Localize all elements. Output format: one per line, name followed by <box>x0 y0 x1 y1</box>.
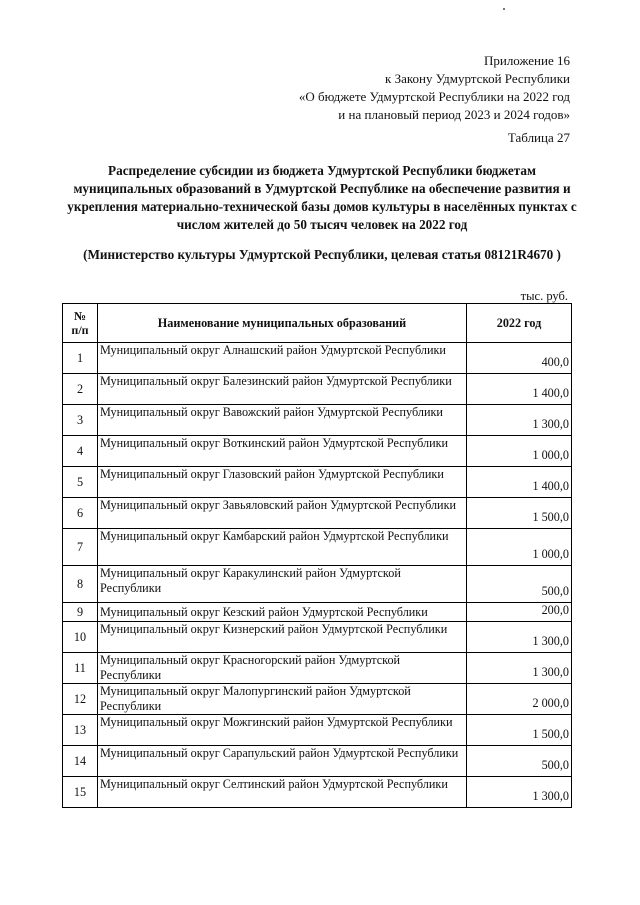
row-value: 1 400,0 <box>467 467 572 498</box>
table-row <box>63 622 572 653</box>
row-name: Муниципальный округ Красногорский район Удмуртской Республики <box>98 653 467 684</box>
table-row <box>63 374 572 405</box>
law-period: и на плановый период 2023 и 2024 годов» <box>338 107 570 122</box>
law-title: «О бюджете Удмуртской Республики на 2022 год <box>298 89 570 104</box>
appendix-number: Приложение 16 <box>483 53 570 68</box>
row-number: 9 <box>63 603 98 622</box>
row-value: 1 500,0 <box>467 715 572 746</box>
row-value: 1 300,0 <box>467 653 572 684</box>
header-name: Наименование муниципальных образований <box>98 304 467 343</box>
row-name: Муниципальный округ Воткинский район Удмуртской Республики <box>98 436 467 467</box>
row-name: Муниципальный округ Балезинский район Удмуртской Республики <box>98 374 467 405</box>
row-name: Муниципальный округ Каракулинский район Удмуртской Республики <box>98 566 467 603</box>
table-row <box>63 715 572 746</box>
row-name: Муниципальный округ Вавожский район Удмуртской Республики <box>98 405 467 436</box>
row-number: 10 <box>63 622 98 653</box>
row-number: 3 <box>63 405 98 436</box>
title-line: числом жителей до 50 тысяч человек на 2022 год <box>176 217 468 232</box>
table-row <box>63 343 572 374</box>
law-reference: к Закону Удмуртской Республики <box>385 71 570 86</box>
header-number-line1: № <box>73 309 87 323</box>
row-value: 500,0 <box>467 746 572 777</box>
row-number: 6 <box>63 498 98 529</box>
table-row <box>63 436 572 467</box>
row-name: Муниципальный округ Селтинский район Удмуртской Республики <box>98 777 467 808</box>
units-label: тыс. руб. <box>520 289 568 303</box>
row-name: Муниципальный округ Малопургинский район Удмуртской Республики <box>98 684 467 715</box>
header-value: 2022 год <box>467 304 572 343</box>
appendix-block <box>299 52 570 124</box>
scan-speck <box>503 8 505 10</box>
title-line: укрепления материально-технической базы домов культуры в населённых пунктах с <box>67 199 577 214</box>
row-value: 500,0 <box>467 566 572 603</box>
row-name: Муниципальный округ Завьяловский район Удмуртской Республики <box>98 498 467 529</box>
ministry-line: (Министерство культуры Удмуртской Республики, целевая статья 08121R4670 ) <box>83 247 561 262</box>
row-number: 1 <box>63 343 98 374</box>
row-name: Муниципальный округ Кизнерский район Удмуртской Республики <box>98 622 467 653</box>
row-number: 11 <box>63 653 98 684</box>
row-value: 1 300,0 <box>467 622 572 653</box>
table-number: Таблица 27 <box>507 130 570 145</box>
table-row <box>63 603 572 622</box>
row-number: 2 <box>63 374 98 405</box>
table-row <box>63 746 572 777</box>
row-value: 400,0 <box>467 343 572 374</box>
row-name: Муниципальный округ Глазовский район Удмуртской Республики <box>98 467 467 498</box>
title-line: муниципальных образований в Удмуртской Республике на обеспечение развития и <box>73 181 571 196</box>
header-number <box>63 304 98 343</box>
row-value: 200,0 <box>467 603 572 622</box>
table-row <box>63 684 572 715</box>
row-value: 1 300,0 <box>467 777 572 808</box>
row-value: 2 000,0 <box>467 684 572 715</box>
row-number: 15 <box>63 777 98 808</box>
row-value: 1 000,0 <box>467 529 572 566</box>
row-number: 7 <box>63 529 98 566</box>
table-row <box>63 467 572 498</box>
document-title <box>62 162 582 234</box>
title-line: Распределение субсидии из бюджета Удмуртской Республики бюджетам <box>108 163 536 178</box>
row-name: Муниципальный округ Камбарский район Удмуртской Республики <box>98 529 467 566</box>
row-value: 1 000,0 <box>467 436 572 467</box>
table-header-row <box>63 304 572 343</box>
row-number: 13 <box>63 715 98 746</box>
row-number: 8 <box>63 566 98 603</box>
row-value: 1 500,0 <box>467 498 572 529</box>
table-row <box>63 529 572 566</box>
subsidy-table <box>62 303 572 808</box>
row-name: Муниципальный округ Сарапульский район Удмуртской Республики <box>98 746 467 777</box>
table-row <box>63 777 572 808</box>
row-name: Муниципальный округ Кезский район Удмуртской Республики <box>98 603 467 622</box>
header-number-line2: п/п <box>71 323 89 337</box>
row-number: 4 <box>63 436 98 467</box>
table-row <box>63 405 572 436</box>
row-value: 1 300,0 <box>467 405 572 436</box>
row-name: Муниципальный округ Можгинский район Удмуртской Республики <box>98 715 467 746</box>
row-name: Муниципальный округ Алнашский район Удмуртской Республики <box>98 343 467 374</box>
table-row <box>63 566 572 603</box>
row-number: 12 <box>63 684 98 715</box>
table-row <box>63 498 572 529</box>
row-number: 5 <box>63 467 98 498</box>
table-row <box>63 653 572 684</box>
row-value: 1 400,0 <box>467 374 572 405</box>
row-number: 14 <box>63 746 98 777</box>
